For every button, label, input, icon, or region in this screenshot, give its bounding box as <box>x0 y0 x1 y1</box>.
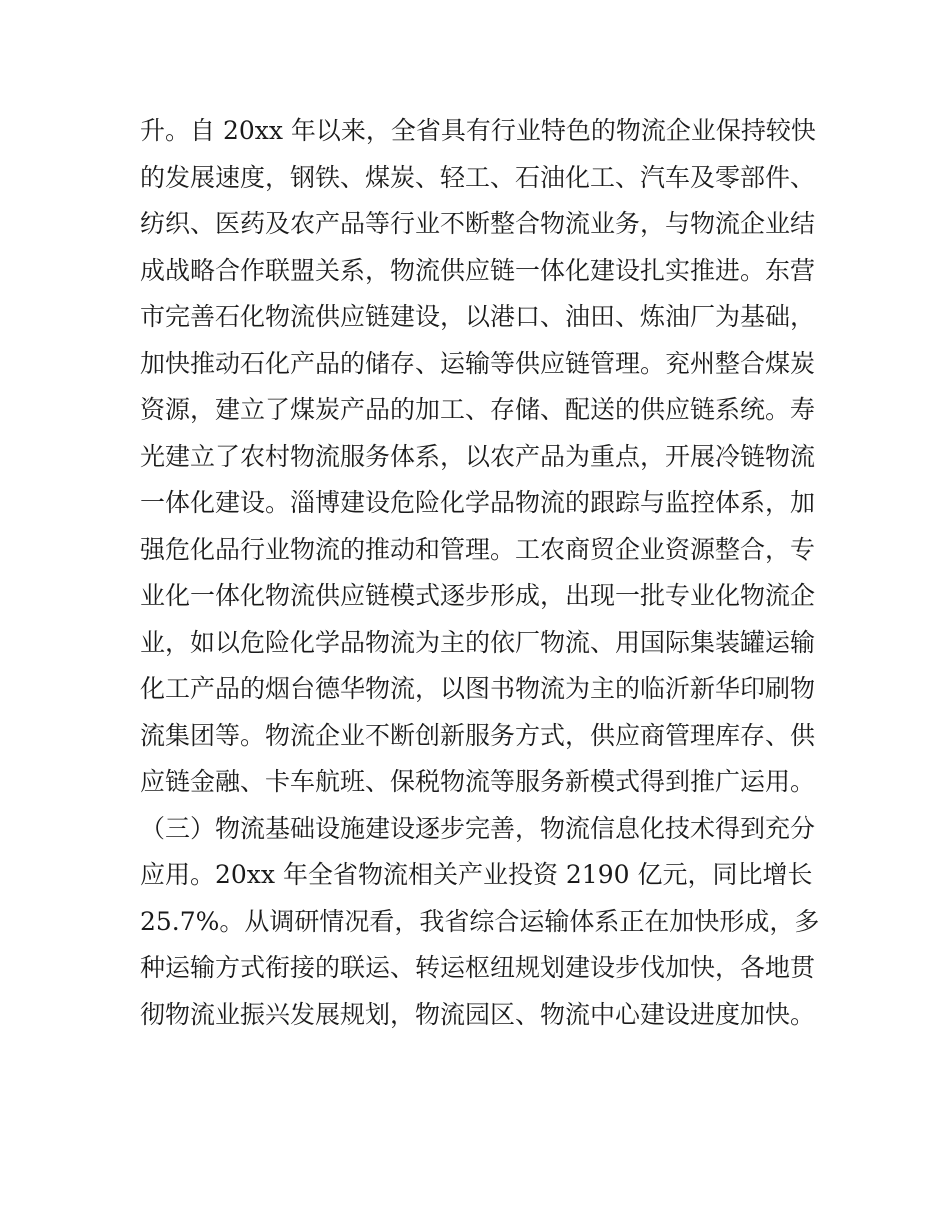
text-line-12: 业，如以危险化学品物流为主的依厂物流、用国际集装罐运输 <box>140 627 816 657</box>
text-line-3: 纺织、医药及农产品等行业不断整合物流业务，与物流企业结 <box>140 209 816 238</box>
text-line-15: 应链金融、卡车航班、保税物流等服务新模式得到推广运用。 <box>140 767 816 796</box>
text-line-1: 升。自 20xx 年以来，全省具有行业特色的物流企业保持较快 <box>140 116 816 145</box>
text-line-14: 流集团等。物流企业不断创新服务方式，供应商管理库存、供 <box>140 720 816 750</box>
text-line-10: 强危化品行业物流的推动和管理。工农商贸企业资源整合，专 <box>140 534 816 564</box>
text-line-5: 市完善石化物流供应链建设，以港口、油田、炼油厂为基础， <box>140 302 816 331</box>
body-text <box>140 108 820 1038</box>
text-line-20: 彻物流业振兴发展规划，物流园区、物流中心建设进度加快。 <box>140 999 816 1029</box>
text-line-9: 一体化建设。淄博建设危险化学品物流的跟踪与监控体系，加 <box>140 488 816 517</box>
text-line-18: 25.7%。从调研情况看，我省综合运输体系正在加快形成，多 <box>140 906 820 936</box>
text-line-17: 应用。20xx 年全省物流相关产业投资 2190 亿元，同比增长 <box>140 860 813 889</box>
text-line-8: 光建立了农村物流服务体系，以农产品为重点，开展冷链物流 <box>140 441 816 471</box>
text-line-16: （三）物流基础设施建设逐步完善，物流信息化技术得到充分 <box>140 813 816 843</box>
text-line-13: 化工产品的烟台德华物流，以图书物流为主的临沂新华印刷物 <box>140 674 816 703</box>
text-line-2: 的发展速度，钢铁、煤炭、轻工、石油化工、汽车及零部件、 <box>140 162 816 192</box>
text-line-6: 加快推动石化产品的储存、运输等供应链管理。兖州整合煤炭 <box>140 348 816 378</box>
text-line-7: 资源，建立了煤炭产品的加工、存储、配送的供应链系统。寿 <box>140 395 816 424</box>
text-line-11: 业化一体化物流供应链模式逐步形成，出现一批专业化物流企 <box>140 581 816 610</box>
text-line-19: 种运输方式衔接的联运、转运枢纽规划建设步伐加快，各地贯 <box>140 953 816 982</box>
text-line-4: 成战略合作联盟关系，物流供应链一体化建设扎实推进。东营 <box>140 255 816 285</box>
